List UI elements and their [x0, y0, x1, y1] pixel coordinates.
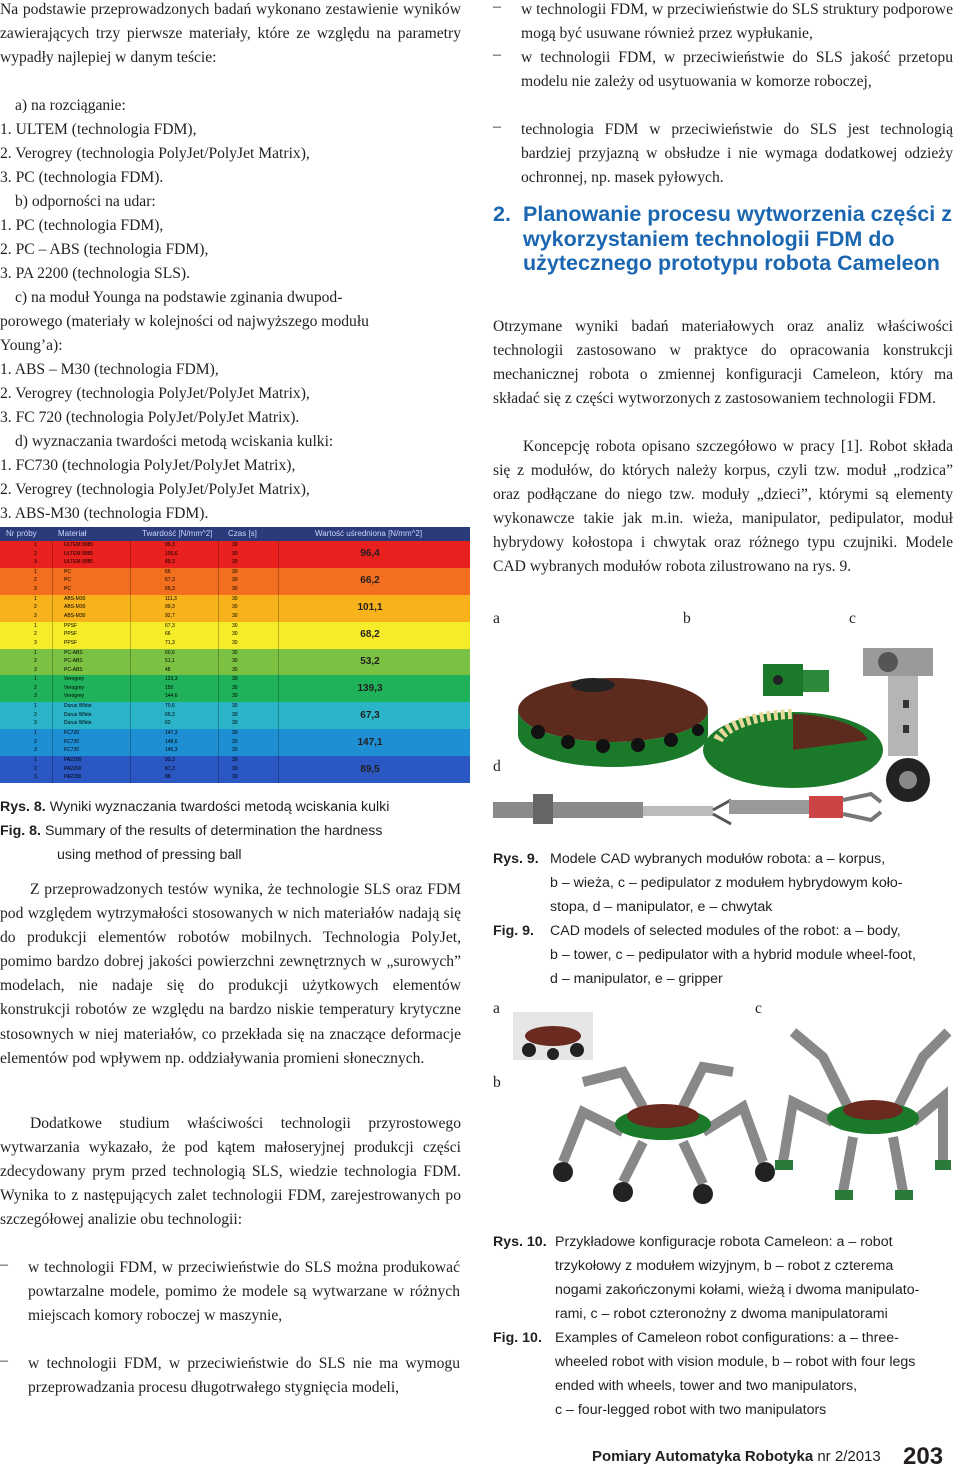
table-cell: 87,3 [165, 765, 175, 772]
list-line: 3. FC 720 (technologia PolyJet/PolyJet Matrix). [0, 409, 300, 426]
table-cell: FC720 [64, 730, 80, 737]
table-cell: 1 [34, 703, 37, 710]
table-row [0, 623, 278, 630]
list-line: Young’a): [0, 337, 63, 354]
fig9-cad-models [493, 630, 953, 840]
table-row [0, 676, 278, 683]
bullet-item: – w technologii FDM, w przeciwieństwie do SLS nie ma wymogu przeprowadzania procesu długotrwałego stygnięcia modeli, [0, 1352, 460, 1396]
table-average: 101,1 [357, 602, 383, 614]
table-cell: PC [64, 585, 71, 592]
table-row [0, 631, 278, 638]
table-row [0, 658, 278, 665]
table-cell: 30 [232, 693, 238, 700]
list-line: 2. Verogrey (technologia PolyJet/PolyJet Matrix), [0, 481, 310, 498]
table-cell: Durus White [64, 703, 92, 710]
fig10-letter-b: b [493, 1074, 501, 1091]
table-cell: 123,3 [165, 676, 178, 683]
table-cell: PPSF [64, 622, 78, 629]
hardness-table [0, 527, 470, 783]
table-cell: Durus White [64, 711, 92, 718]
table-average: 96,4 [360, 548, 380, 560]
list-line: 1. ABS – M30 (technologia FDM), [0, 361, 219, 378]
list-line: a) na rozciąganie: [15, 97, 126, 114]
list-line: 3. ABS-M30 (technologia FDM). [0, 505, 209, 522]
journal-name: Pomiary Automatyka Robotyka [592, 1448, 814, 1465]
table-cell: 30 [232, 738, 238, 745]
fig8-caption-pl: Rys. 8. Wyniki wyznaczania twardości metodą wciskania kulki [0, 799, 390, 815]
table-cell: 67,3 [165, 622, 175, 629]
table-cell: PA2200 [64, 757, 82, 764]
table-cell: 144,6 [165, 693, 178, 700]
table-row [0, 774, 278, 781]
table-cell: 30 [232, 568, 238, 575]
table-cell: 88 [165, 774, 171, 781]
table-row [0, 604, 278, 611]
th-time: Czas [s] [228, 529, 257, 538]
table-row [0, 559, 278, 566]
table-cell: 30 [232, 595, 238, 602]
fig9-letter-c: c [849, 610, 856, 627]
section-title: Planowanie procesu wytworzenia części z wykorzystaniem technologii FDM do użytecznego prototypu robota Cameleon [523, 202, 952, 275]
list-line: 3. PC (technologia FDM). [0, 169, 164, 186]
table-cell: ABS-M30 [64, 595, 86, 602]
table-row [0, 596, 278, 603]
table-divider [278, 541, 279, 783]
table-cell: 1 [34, 595, 37, 602]
table-cell: FC720 [64, 747, 80, 754]
table-row [0, 650, 278, 657]
table-cell: 30 [232, 622, 238, 629]
cad-models-image [493, 630, 953, 840]
table-row [0, 551, 278, 558]
th-hardness: Twardość [N/mm^2] [142, 529, 213, 538]
page-number: 203 [903, 1443, 944, 1470]
table-cell: 2 [34, 631, 37, 638]
table-row [0, 766, 278, 773]
table-row [0, 685, 278, 692]
table-cell: 111,3 [165, 595, 177, 602]
list-line: 2. Verogrey (technologia PolyJet/PolyJet Matrix), [0, 145, 310, 162]
table-cell: Verogrey [64, 676, 85, 683]
table-row [0, 640, 278, 647]
table-cell: 69,3 [165, 711, 175, 718]
table-cell: 145,3 [165, 747, 178, 754]
table-cell: 30 [232, 639, 238, 646]
bullet-item: – w technologii FDM, w przeciwieństwie do SLS jakość przetopu modelu nie zależy od usytuowania w komorze roboczej, [493, 46, 953, 90]
table-cell: 48 [165, 666, 171, 673]
table-cell: 30 [232, 765, 238, 772]
table-average: 147,1 [357, 736, 383, 748]
table-cell: 3 [34, 693, 37, 700]
table-cell: 66 [165, 631, 171, 638]
table-cell: PC [64, 577, 71, 584]
table-cell: 30 [232, 684, 238, 691]
table-cell: Verogrey [64, 693, 85, 700]
table-cell: 93,3 [165, 757, 175, 764]
table-row [0, 586, 278, 593]
fig9-caption-en-2: b – tower, c – pedipulator with a hybrid module wheel-foot, [550, 947, 916, 963]
table-cell: 30 [232, 703, 238, 710]
fig10-caption-pl-1: Rys. 10. Przykładowe konfiguracje robota Cameleon: a – robot [493, 1234, 893, 1250]
fig9-letter-b: b [683, 610, 691, 627]
fig9-caption-pl-3: stopa, d – manipulator, e – chwytak [550, 899, 773, 915]
table-row [0, 739, 278, 746]
section-number: 2. [493, 202, 511, 226]
table-cell: PPSF [64, 631, 78, 638]
table-cell: 2 [34, 658, 37, 665]
table-cell: ULTEM 9085 [64, 559, 94, 565]
table-cell: 3 [34, 639, 37, 646]
table-average: 139,3 [357, 682, 383, 694]
table-cell: 2 [34, 550, 37, 557]
table-cell: 30 [232, 747, 238, 754]
table-cell: 99,3 [165, 542, 175, 548]
fig9-letter-d: d [493, 758, 501, 775]
table-cell: FC720 [64, 738, 80, 745]
table-cell: PC-ABS [64, 658, 83, 665]
list-line: 1. PC (technologia FDM), [0, 217, 164, 234]
table-cell: 3 [34, 666, 37, 673]
table-cell: PA2200 [64, 774, 82, 781]
fig10-robot-configurations [503, 1012, 953, 1222]
table-cell: PA2200 [64, 765, 82, 772]
issue-number: nr 2/2013 [817, 1448, 881, 1465]
table-cell: 3 [34, 585, 37, 592]
paragraph-results: Otrzymane wyniki badań materiałowych oraz analiz właściwości technologii zastosowano w praktyce do opracowania konstrukcji mechanicznej robota o zmiennej konfiguracji Cameleon, który ma składać się z części wytworzonych z zastosowaniem technologii FDM. [493, 318, 953, 408]
table-cell: 100,6 [165, 550, 178, 557]
table-divider [52, 541, 53, 783]
fig9-letter-a: a [493, 610, 500, 627]
paragraph-study: Dodatkowe studium właściwości technologii przyrostowego wytwarzania wykazało, że pod kątem małoseryjnej produkcji części zdecydowany prym przed technologią SLS, wiedzie technologia FDM. Wynika to z następujących zalet technologii FDM, zarejestrowanych po szczegółowej analizie obu technologii: [0, 1115, 461, 1229]
table-cell: 92,7 [165, 612, 175, 619]
table-average: 53,2 [360, 656, 380, 667]
table-cell: 2 [34, 604, 37, 611]
section-heading [493, 202, 953, 276]
table-divider [218, 541, 219, 783]
fig9-caption-en-3: d – manipulator, e – gripper [550, 971, 723, 987]
table-average: 68,2 [360, 629, 380, 641]
table-cell: 1 [34, 568, 37, 575]
table-cell: 30 [232, 542, 238, 548]
table-cell: 1 [34, 757, 37, 764]
table-cell: PC-ABS [64, 649, 83, 656]
table-cell: 30 [232, 612, 238, 619]
table-cell: Verogrey [64, 684, 85, 691]
table-cell: 99,3 [165, 604, 175, 611]
table-average: 66,2 [360, 575, 380, 587]
table-cell: 71,3 [165, 639, 175, 646]
table-cell: 30 [232, 577, 238, 584]
fig10-caption-pl-4: rami, c – robot czteronożny z dwoma manipulatorami [555, 1306, 888, 1322]
table-cell: 30 [232, 658, 238, 665]
table-cell: 150 [165, 684, 174, 691]
fig10-caption-en-1: Fig. 10. Examples of Cameleon robot configurations: a – three- [493, 1330, 899, 1346]
table-cell: 2 [34, 738, 37, 745]
list-line: d) wyznaczania twardości metodą wciskania kulki: [15, 433, 334, 450]
robot-configurations-image [503, 1012, 953, 1222]
fig10-letter-c: c [755, 1000, 762, 1017]
table-cell: 70,6 [165, 703, 175, 710]
table-cell: 1 [34, 622, 37, 629]
fig10-caption-en-2: wheeled robot with vision module, b – robot with four legs [555, 1354, 916, 1370]
table-cell: ABS-M30 [64, 604, 86, 611]
table-row [0, 757, 278, 764]
table-divider [130, 541, 131, 783]
table-cell: 30 [232, 559, 238, 565]
table-row [0, 667, 278, 674]
table-cell: 30 [232, 604, 238, 611]
list-line: 3. PA 2200 (technologia SLS). [0, 265, 191, 282]
fig10-caption-pl-3: nogami zakończonymi kołami, wieżą i dwoma manipulato- [555, 1282, 920, 1298]
table-cell: 1 [34, 730, 37, 737]
table-cell: 30 [232, 550, 238, 557]
table-cell: 30 [232, 676, 238, 683]
table-row [0, 720, 278, 727]
table-cell: 30 [232, 774, 238, 781]
table-cell: 89,3 [165, 559, 175, 565]
fig10-letter-a: a [493, 1000, 500, 1017]
fig8-caption-en-2: using method of pressing ball [57, 847, 242, 863]
paragraph-conclusions: Z przeprowadzonych testów wynika, że technologie SLS oraz FDM pod względem wytrzymałości stosowanych w nich materiałów nadają się do produkcji elementów robotów mobilnych. Technologia PolyJet, pomimo bardzo dobrej jakości powierzchni zewnętrznych w „surowych” modelach, nie nadaje się do produkcji użytkowych elementów konstrukcji robotów ze względu na bardzo niskie temperatury krytyczne stosownych w niej materiałów, co przekłada się na znaczące deformacje elementów pod wpływem np. oddziaływania promieni słonecznych. [0, 881, 461, 1067]
intro-paragraph: Na podstawie przeprowadzonych badań wykonano zestawienie wyników zawierających trzy pierwsze materiały, które ze względu na parametry wypadły najlepiej w danym teście: [0, 1, 461, 67]
list-line: b) odporności na udar: [15, 193, 156, 210]
fig10-caption-en-3: ended with wheels, tower and two manipulators, [555, 1378, 858, 1394]
bullet-item: – w technologii FDM, w przeciwieństwie do SLS można produkować powtarzalne modele, pomimo że modele są wytwarzane w różnych miejscach komory roboczej w maszynie, [0, 1256, 460, 1324]
fig9-caption-pl-1: Rys. 9. Modele CAD wybranych modułów robota: a – korpus, [493, 851, 886, 867]
table-cell: 30 [232, 631, 238, 638]
table-cell: ULTEM 9085 [64, 542, 94, 548]
table-row [0, 747, 278, 754]
list-line: 1. ULTEM (technologia FDM), [0, 121, 197, 138]
table-cell: 30 [232, 711, 238, 718]
table-row [0, 577, 278, 584]
table-row [0, 569, 278, 576]
table-cell: 62 [165, 720, 171, 727]
list-line: 1. FC730 (technologia PolyJet/PolyJet Matrix), [0, 457, 296, 474]
table-cell: Durus White [64, 720, 92, 727]
table-cell: 30 [232, 585, 238, 592]
table-cell: 65,3 [165, 585, 175, 592]
table-cell: 30 [232, 720, 238, 727]
fig8-caption-en: Fig. 8. Summary of the results of determination the hardness [0, 823, 383, 839]
table-cell: 51,1 [165, 658, 175, 665]
fig10-caption-pl-2: trzykołowy z modułem wizyjnym, b – robot z czterema [555, 1258, 894, 1274]
table-average: 67,3 [360, 709, 380, 721]
table-cell: 3 [34, 720, 37, 727]
table-row [0, 542, 278, 549]
table-cell: 1 [34, 676, 37, 683]
table-cell: ULTEM 9085 [64, 550, 94, 557]
th-average: Wartość uśrednionа [N/mm^2] [315, 529, 423, 538]
list-line: porowego (materiały w kolejności od najwyższego modułu [0, 313, 369, 330]
table-cell: 66 [165, 568, 171, 575]
table-cell: 30 [232, 730, 238, 737]
table-cell: 2 [34, 765, 37, 772]
table-row [0, 613, 278, 620]
table-cell: 30 [232, 649, 238, 656]
table-row [0, 693, 278, 700]
table-row [0, 712, 278, 719]
page-footer [592, 1448, 881, 1465]
table-cell: 3 [34, 612, 37, 619]
table-cell: 30 [232, 666, 238, 673]
table-cell: 2 [34, 711, 37, 718]
table-cell: 3 [34, 774, 37, 781]
list-line: c) na moduł Younga na podstawie zginania dwupod- [15, 289, 343, 306]
th-material: Materiał [58, 529, 87, 538]
table-cell: 2 [34, 684, 37, 691]
table-cell: PC [64, 568, 71, 575]
table-cell: 2 [34, 577, 37, 584]
table-cell: ABS-M30 [64, 612, 86, 619]
paragraph-concept: Koncepcję robota opisano szczegółowo w pracy [1]. Robot składa się z modułów, do których należy korpus, czyli tzw. moduł „rodzica” oraz podłączane do niego tzw. moduły „dzieci”, którymi są elementy wykonawcze takie jak m.in. wieża, manipulator, pedipulator, moduł hybrydowy kołostopa i chwytak oraz różnego typu czujniki. Modele CAD wybranych modułów robota zilustrowano na rys. 9. [493, 438, 953, 576]
list-line: 2. Verogrey (technologia PolyJet/PolyJet Matrix), [0, 385, 310, 402]
table-cell: 60,6 [165, 649, 175, 656]
fig9-caption-en-1: Fig. 9. CAD models of selected modules of the robot: a – body, [493, 923, 901, 939]
table-cell: 30 [232, 757, 238, 764]
table-cell: 147,3 [165, 730, 178, 737]
table-row [0, 703, 278, 710]
table-cell: 67,3 [165, 577, 175, 584]
table-cell: 1 [34, 542, 37, 548]
table-cell: PC-ABS [64, 666, 83, 673]
fig9-caption-pl-2: b – wieża, c – pedipulator z modułem hybrydowym koło- [550, 875, 903, 891]
table-row [0, 730, 278, 737]
fig10-caption-en-4: c – four-legged robot with two manipulators [555, 1402, 827, 1418]
table-cell: PPSF [64, 639, 78, 646]
table-cell: 148,6 [165, 738, 178, 745]
table-header [0, 527, 470, 541]
list-line: 2. PC – ABS (technologia FDM), [0, 241, 209, 258]
table-average: 89,5 [360, 763, 380, 775]
table-cell: 3 [34, 747, 37, 754]
table-cell: 3 [34, 559, 37, 565]
table-cell: 1 [34, 649, 37, 656]
bullet-item: – technologia FDM w przeciwieństwie do SLS jest technologią bardziej przyjazną w obsłudze i nie wymaga dodatkowej odzieży ochronnej, np. masek pyłowych. [493, 118, 953, 186]
th-nr: Nr próby [6, 529, 37, 538]
bullet-item: – w technologii FDM, w przeciwieństwie do SLS struktury podporowe mogą być usuwane również przez wypłukanie, [493, 0, 953, 42]
